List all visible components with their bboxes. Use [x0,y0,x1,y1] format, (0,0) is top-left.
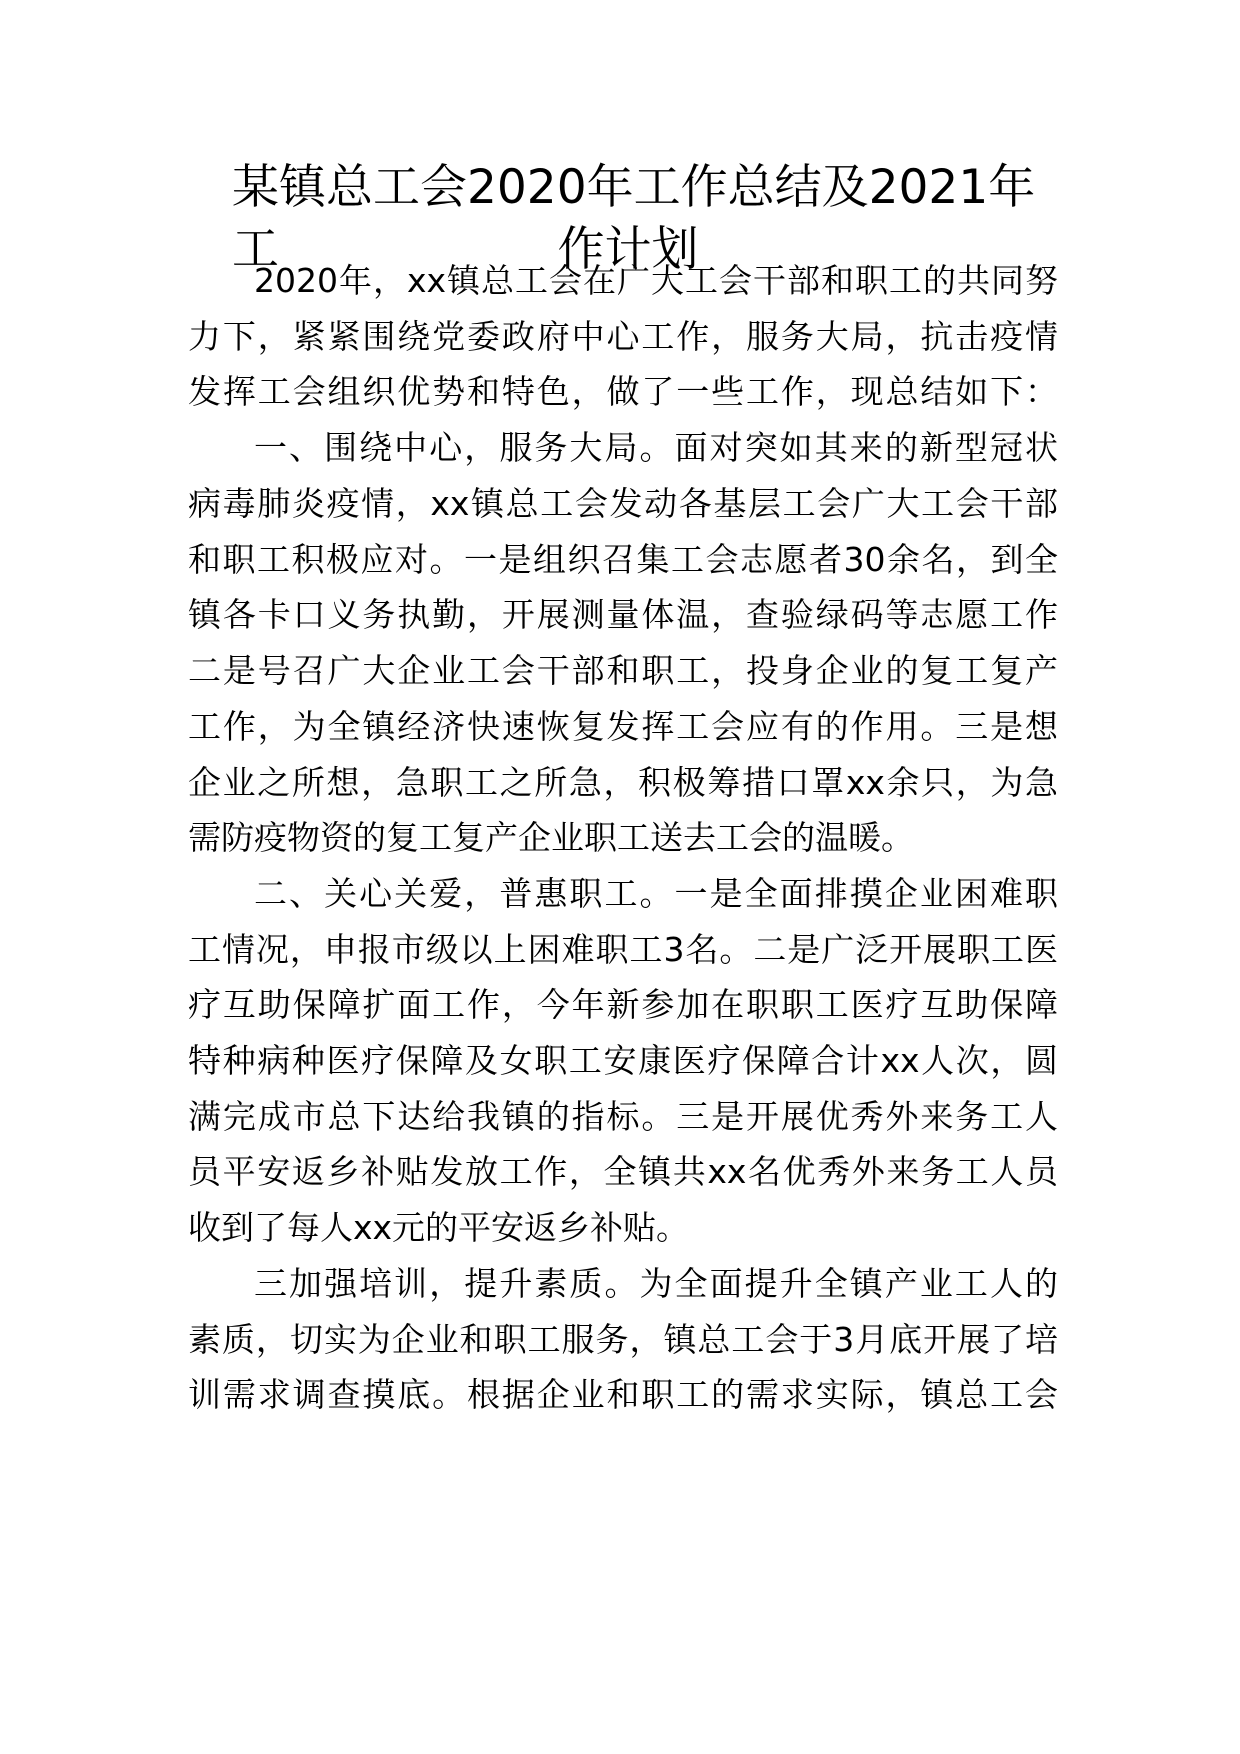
paragraph-3-line-6: 员平安返乡补贴发放工作，全镇共xx名优秀外来务工人员 [188,1152,1058,1191]
paragraph-1-line-1: 2020年，xx镇总工会在广大工会干部和职工的共同努 [254,261,1058,300]
paragraph-4-line-2: 素质，切实为企业和职工服务，镇总工会于3月底开展了培 [188,1320,1058,1359]
paragraph-2-line-6: 工作，为全镇经济快速恢复发挥工会应有的作用。三是想 [188,707,1058,746]
paragraph-3-line-3: 疗互助保障扩面工作，今年新参加在职职工医疗互助保障 [188,985,1058,1024]
paragraph-2-line-8: 需防疫物资的复工复产企业职工送去工会的温暖。 [188,818,914,857]
paragraph-3-line-1: 二、关心关爱，普惠职工。一是全面排摸企业困难职 [254,874,1058,913]
paragraph-4-line-1: 三加强培训，提升素质。为全面提升全镇产业工人的 [254,1264,1058,1303]
paragraph-3-line-4: 特种病种医疗保障及女职工安康医疗保障合计xx人次，圆 [188,1041,1058,1080]
paragraph-3-line-7: 收到了每人xx元的平安返乡补贴。 [188,1208,690,1247]
paragraph-2-line-4: 镇各卡口义务执勤，开展测量体温，查验绿码等志愿工作 [188,595,1058,634]
paragraph-3-line-2: 工情况，申报市级以上困难职工3名。二是广泛开展职工医 [188,930,1058,969]
paragraph-2-line-1: 一、围绕中心，服务大局。面对突如其来的新型冠状 [254,428,1058,467]
document-title-line-1: 某镇总工会2020年工作总结及2021年工 [232,160,1036,277]
paragraph-1-line-3: 发挥工会组织优势和特色，做了一些工作，现总结如下： [188,372,1058,411]
paragraph-2-line-7: 企业之所想，急职工之所急，积极筹措口罩xx余只，为急 [188,763,1058,802]
document-title-line-2: 作计划 [557,222,699,277]
paragraph-1-line-2: 力下，紧紧围绕党委政府中心工作，服务大局，抗击疫情 [188,317,1058,356]
paragraph-2-line-3: 和职工积极应对。一是组织召集工会志愿者30余名，到全 [188,540,1058,579]
paragraph-2-line-5: 二是号召广大企业工会干部和职工，投身企业的复工复产 [188,651,1058,690]
paragraph-4-line-3: 训需求调查摸底。根据企业和职工的需求实际，镇总工会 [188,1375,1058,1414]
paragraph-2-line-2: 病毒肺炎疫情，xx镇总工会发动各基层工会广大工会干部 [188,484,1058,523]
paragraph-3-line-5: 满完成市总下达给我镇的指标。三是开展优秀外来务工人 [188,1097,1058,1136]
